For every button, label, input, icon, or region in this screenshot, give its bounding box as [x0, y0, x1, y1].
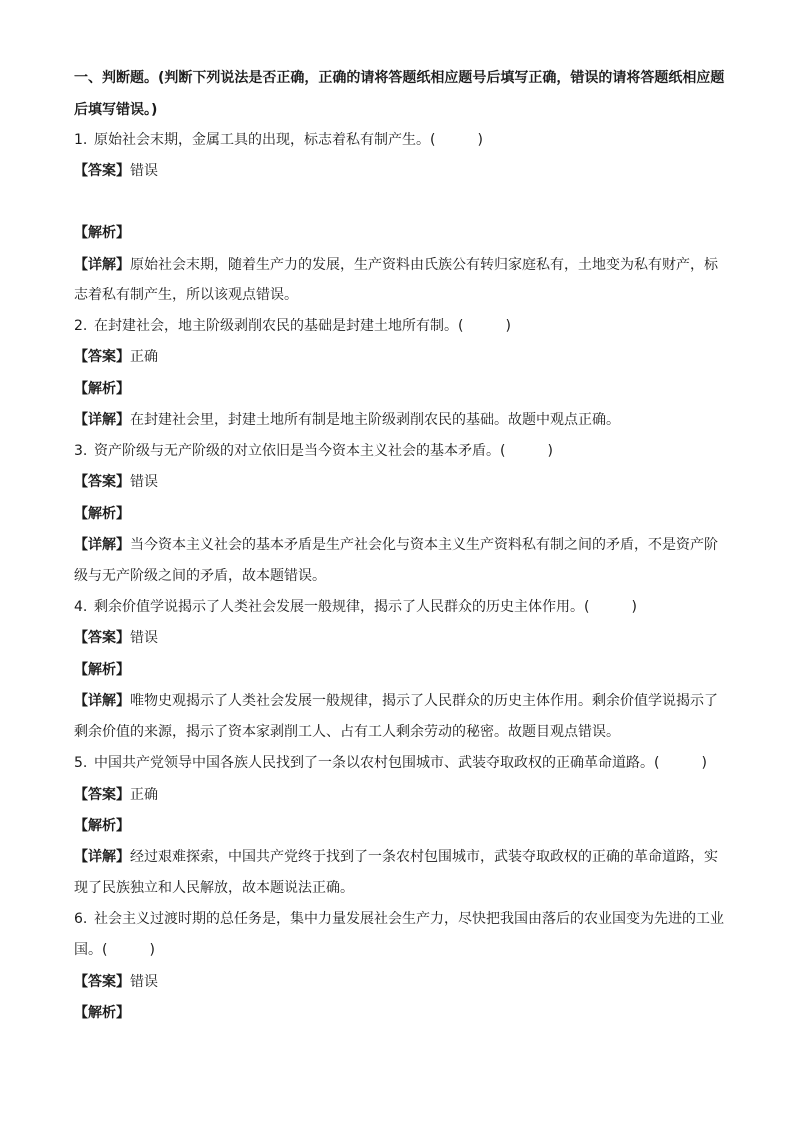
detail-4-line-2: 剩余价值的来源，揭示了资本家剥削工人、占有工人剩余劳动的秘密。故题目观点错误。: [74, 724, 620, 740]
answer-3: [74, 472, 158, 492]
detail-label: 【详解】: [74, 537, 130, 553]
detail-label: 【详解】: [74, 849, 130, 865]
question-1: [74, 130, 483, 150]
answer-label: 【答案】: [74, 787, 130, 803]
question-number: 5.: [74, 755, 88, 771]
detail-label: 【详解】: [74, 693, 130, 709]
question-text: 原始社会末期，金属工具的出现，标志着私有制产生。( ): [94, 132, 483, 148]
question-number: 4.: [74, 599, 88, 615]
answer-value: 错误: [130, 163, 158, 179]
analysis-label: 【解析】: [74, 818, 130, 834]
detail-text: 原始社会末期，随着生产力的发展，生产资料由氏族公有转归家庭私有，土地变为私有财产，标: [130, 257, 718, 273]
question-5: [74, 753, 707, 773]
answer-1: [74, 161, 158, 181]
question-2: [74, 316, 511, 336]
answer-label: 【答案】: [74, 163, 130, 179]
answer-label: 【答案】: [74, 974, 130, 990]
answer-2: [74, 347, 158, 367]
question-text: 剩余价值学说揭示了人类社会发展一般规律，揭示了人民群众的历史主体作用。( ): [94, 599, 637, 615]
question-text: 中国共产党领导中国各族人民找到了一条以农村包围城市、武装夺取政权的正确革命道路。( ): [94, 755, 707, 771]
question-text: 社会主义过渡时期的总任务是，集中力量发展社会生产力，尽快把我国由落后的农业国变为先进的工业: [94, 911, 724, 927]
question-number: 1.: [74, 132, 88, 148]
question-number: 3.: [74, 443, 88, 459]
answer-label: 【答案】: [74, 474, 130, 490]
analysis-4: [74, 660, 130, 680]
detail-2-line-1: [74, 410, 620, 430]
analysis-label: 【解析】: [74, 662, 130, 678]
answer-value: 错误: [130, 974, 158, 990]
question-6-line-2: 国。( ): [74, 942, 155, 958]
answer-label: 【答案】: [74, 349, 130, 365]
detail-5-line-1: [74, 847, 718, 867]
answer-5: [74, 785, 158, 805]
question-text: 资产阶级与无产阶级的对立依旧是当今资本主义社会的基本矛盾。( ): [94, 443, 553, 459]
answer-value: 正确: [130, 787, 158, 803]
section-heading-line-1: 一、判断题。(判断下列说法是否正确，正确的请将答题纸相应题号后填写正确，错误的请将答题纸相应题: [74, 70, 725, 86]
analysis-label: 【解析】: [74, 381, 130, 397]
detail-label: 【详解】: [74, 412, 130, 428]
answer-value: 正确: [130, 349, 158, 365]
detail-text: 在封建社会里，封建土地所有制是地主阶级剥削农民的基础。故题中观点正确。: [130, 412, 620, 428]
analysis-label: 【解析】: [74, 506, 130, 522]
answer-value: 错误: [130, 630, 158, 646]
detail-text: 经过艰难探索，中国共产党终于找到了一条农村包围城市，武装夺取政权的正确的革命道路，实: [130, 849, 718, 865]
analysis-1: [74, 223, 130, 243]
analysis-6: [74, 1003, 130, 1023]
detail-1-line-1: [74, 255, 718, 275]
analysis-label: 【解析】: [74, 1005, 130, 1021]
question-3: [74, 441, 553, 461]
analysis-2: [74, 379, 130, 399]
question-4: [74, 597, 637, 617]
detail-3-line-2: 级与无产阶级之间的矛盾，故本题错误。: [74, 568, 326, 584]
detail-text: 当今资本主义社会的基本矛盾是生产社会化与资本主义生产资料私有制之间的矛盾，不是资产阶: [130, 537, 718, 553]
detail-3-line-1: [74, 535, 718, 555]
detail-5-line-2: 现了民族独立和人民解放，故本题说法正确。: [74, 880, 354, 896]
answer-4: [74, 628, 158, 648]
question-number: 2.: [74, 318, 88, 334]
answer-label: 【答案】: [74, 630, 130, 646]
question-text: 在封建社会，地主阶级剥削农民的基础是封建土地所有制。( ): [94, 318, 511, 334]
answer-value: 错误: [130, 474, 158, 490]
answer-6: [74, 972, 158, 992]
analysis-label: 【解析】: [74, 225, 130, 241]
section-heading-line-2: 后填写错误。): [74, 102, 158, 118]
detail-1-line-2: 志着私有制产生，所以该观点错误。: [74, 287, 298, 303]
detail-label: 【详解】: [74, 257, 130, 273]
detail-4-line-1: [74, 691, 718, 711]
analysis-3: [74, 504, 130, 524]
detail-text: 唯物史观揭示了人类社会发展一般规律，揭示了人民群众的历史主体作用。剩余价值学说揭示了: [130, 693, 718, 709]
question-6: [74, 909, 724, 929]
question-number: 6.: [74, 911, 88, 927]
analysis-5: [74, 816, 130, 836]
